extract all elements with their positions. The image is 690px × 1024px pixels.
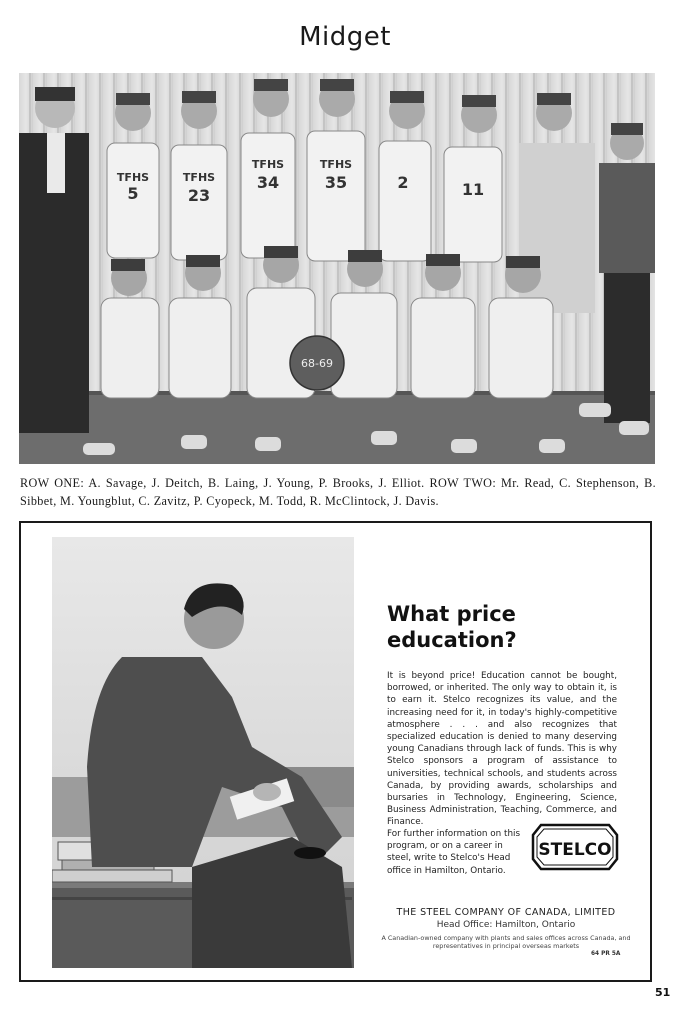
ad-head-office: Head Office: Hamilton, Ontario	[436, 920, 576, 930]
svg-text:TFHS: TFHS	[319, 158, 353, 171]
svg-text:2: 2	[397, 173, 409, 192]
team-caption: ROW ONE: A. Savage, J. Deitch, B. Laing, J. Young, P. Brooks, J. Elliot. ROW TWO: Mr. Read, C. Stephenson, B. Sibbet, M. Youngblut, C. Zavitz, P. Cyopeck, M. Todd, R. McClintock, J. Davis.	[20, 476, 656, 508]
svg-text:TFHS: TFHS	[251, 158, 285, 171]
svg-text:TFHS: TFHS	[182, 171, 216, 184]
page-title: Midget	[299, 22, 391, 52]
ad-company-name: THE STEEL COMPANY OF CANADA, LIMITED	[396, 907, 616, 918]
svg-text:34: 34	[256, 173, 280, 192]
ad-fine-print: A Canadian-owned company with plants and sales offices across Canada, and representatives in principal overseas markets	[381, 934, 631, 950]
svg-text:5: 5	[127, 184, 139, 203]
ad-headline-line1: What price	[387, 602, 516, 626]
svg-text:23: 23	[187, 186, 211, 205]
svg-text:TFHS: TFHS	[116, 171, 150, 184]
ad-headline-line2: education?	[387, 628, 517, 652]
ad-contact-text: For further information on this program, or on a career in steel, write to Stelco's Head office in Hamilton, Ontario.	[387, 829, 521, 876]
ad-headline	[387, 601, 637, 653]
stelco-logo	[531, 823, 619, 871]
svg-text:11: 11	[461, 180, 485, 199]
ad-body-text: It is beyond price! Education cannot be bought, borrowed, or inherited. The only way to obtain it, is to earn it. Stelco recognizes its value, and the increasing need for it, in today's highly-competitive atmosphere . . . and also recognizes that specialized education is denied to many deserving young Canadians through lack of funds. This is why Stelco sponsors a program of assistance to universities, technical schools, and students across Canada, by providing awards, scholarships and bursaries in Technology, Engineering, Science, Business Administration, Teaching, Commerce, and Finance.	[387, 671, 617, 828]
svg-text:35: 35	[324, 173, 348, 192]
student-reading-photo	[52, 537, 354, 968]
page-number: 51	[655, 986, 671, 999]
svg-text:STELCO: STELCO	[538, 840, 612, 860]
stelco-advertisement	[19, 521, 652, 982]
coach-figure	[19, 87, 89, 433]
team-photo	[19, 73, 655, 464]
svg-text:68-69: 68-69	[301, 357, 333, 370]
ad-code: 64 PR 5A	[591, 951, 621, 957]
